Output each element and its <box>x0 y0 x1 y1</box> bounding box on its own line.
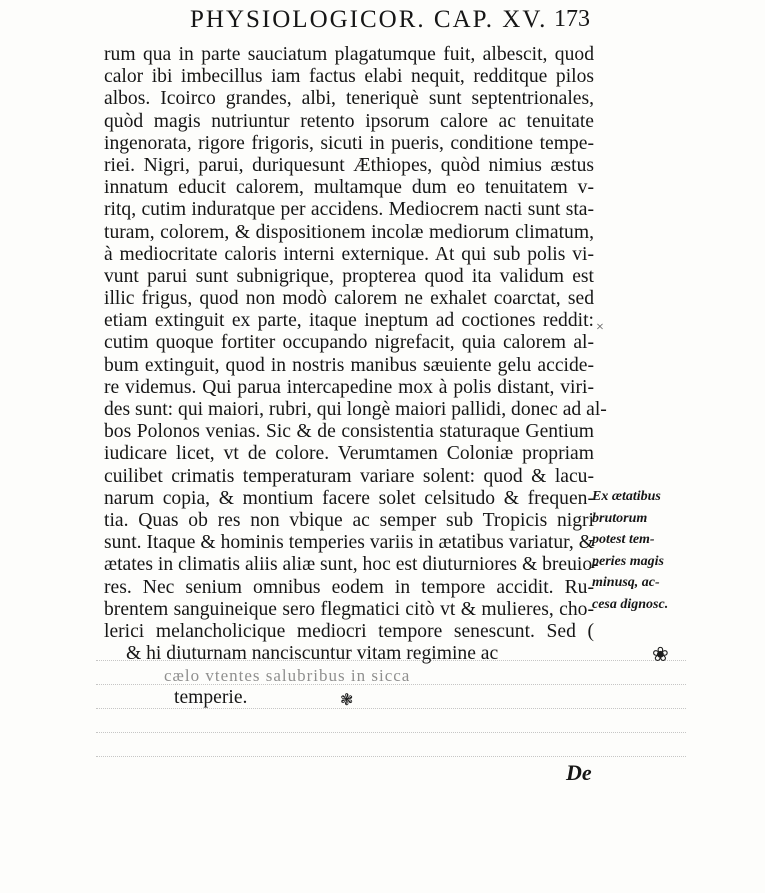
margin-note-line: brutorum <box>592 510 648 526</box>
text-line: lerici melancholicique mediocri tempore senescunt. Sed ( <box>104 620 594 642</box>
text-line: narum copia, & montium facere solet celsitudo & frequen- <box>104 487 594 509</box>
text-line: des sunt: qui maiori, rubri, qui longè maiori pallidi, donec ad al- <box>104 399 607 420</box>
text-line: ritq, cutim induratque per accidens. Mediocrem nacti sunt sta- <box>104 199 594 221</box>
text-line: etiam extinguit ex parte, itaque ineptum ad coctiones reddit: <box>104 310 594 332</box>
text-line: riei. Nigri, parui, duriquesunt Æthiopes, quòd nimius æstus <box>104 154 594 176</box>
text-line: cælo vtentes salubribus in sicca <box>164 666 411 686</box>
text-line: innatum educit calorem, multamque dum eo tenuitatem v- <box>104 177 594 199</box>
text-line: re videmus. Qui parua intercapedine mox à polis distant, viri- <box>104 376 594 398</box>
text-line: cutim quoque fortiter occupando nigrefacit, quia calorem al- <box>104 332 594 354</box>
catchword: De <box>566 760 592 785</box>
text-line: calor ibi imbecillus iam factus elabi nequit, redditque pilos <box>104 66 594 88</box>
text-line: illic frigus, quod non modò calorem ne exhalet coarctat, sed <box>104 288 594 310</box>
margin-mark: × <box>596 320 604 335</box>
text-line: brentem sanguineique sero flegmatici citò vt & mulieres, cho- <box>104 598 594 620</box>
margin-note-line: minusq, ac- <box>592 575 660 590</box>
text-line: tia. Quas ob res non vbique ac semper sub Tropicis nigri <box>104 509 594 531</box>
margin-note-line: cesa dignosc. <box>592 596 669 612</box>
text-line: sunt. Itaque & hominis temperies variis in ætatibus variatur, & <box>104 532 594 554</box>
margin-note <box>592 486 702 615</box>
bleed-through-line <box>96 684 686 700</box>
bleed-through-line <box>96 756 686 772</box>
text-line: temperie. <box>174 687 248 709</box>
text-line: ætates in climatis aliis aliæ sunt, hoc est diuturniores & breuio- <box>104 554 599 576</box>
ornament-icon: ❀ <box>652 644 669 666</box>
text-line: res. Nec senium omnibus eodem in tempore accidit. Ru- <box>104 576 594 598</box>
running-title: PHYSIOLOGICOR. CAP. XV. <box>190 6 548 33</box>
text-line: vunt parui sunt subnigrique, propterea quod ita validum est <box>104 265 594 287</box>
text-line: & hi diuturnam nanciscuntur vitam regimine ac <box>126 643 499 665</box>
ornament-icon: ❃ <box>340 692 354 709</box>
page-number: 173 <box>554 6 590 32</box>
text-line: ingenorata, rigore frigoris, sicuti in pueris, conditione tempe- <box>104 132 594 154</box>
bleed-through-line <box>96 708 686 724</box>
text-line: albos. Icoirco grandes, albi, teneriquè sunt septentrionales, <box>104 88 594 110</box>
text-line: quòd magis nutriuntur retento ipsorum calore ac tenuitate <box>104 110 594 132</box>
text-line: à mediocritate caloris interni externique. At qui sub polis vi- <box>104 243 594 265</box>
text-line: rum qua in parte sauciatum plagatumque fuit, albescit, quod <box>104 44 594 65</box>
margin-note-line: peries magis <box>592 553 664 569</box>
text-line: iudicare licet, vt de colore. Verumtamen Coloniæ propriam <box>104 443 594 465</box>
bleed-through-area <box>96 660 686 790</box>
text-line: bum extinguit, quod in nostris manibus sæuiente gelu accide- <box>104 354 594 376</box>
text-line: bos Polonos venias. Sic & de consistentia staturaque Gentium <box>104 421 594 443</box>
margin-note-line: potest tem- <box>592 532 655 547</box>
text-line: cuilibet crimatis temperaturam variare solent: quod & lacu- <box>104 465 594 487</box>
margin-note-line: Ex ætatibus <box>592 489 661 504</box>
bleed-through-line <box>96 660 686 676</box>
bleed-through-line <box>96 732 686 748</box>
body-text <box>104 44 607 710</box>
text-line: turam, colorem, & dispositionem incolæ mediorum climatum, <box>104 221 594 243</box>
page-header <box>190 4 590 40</box>
